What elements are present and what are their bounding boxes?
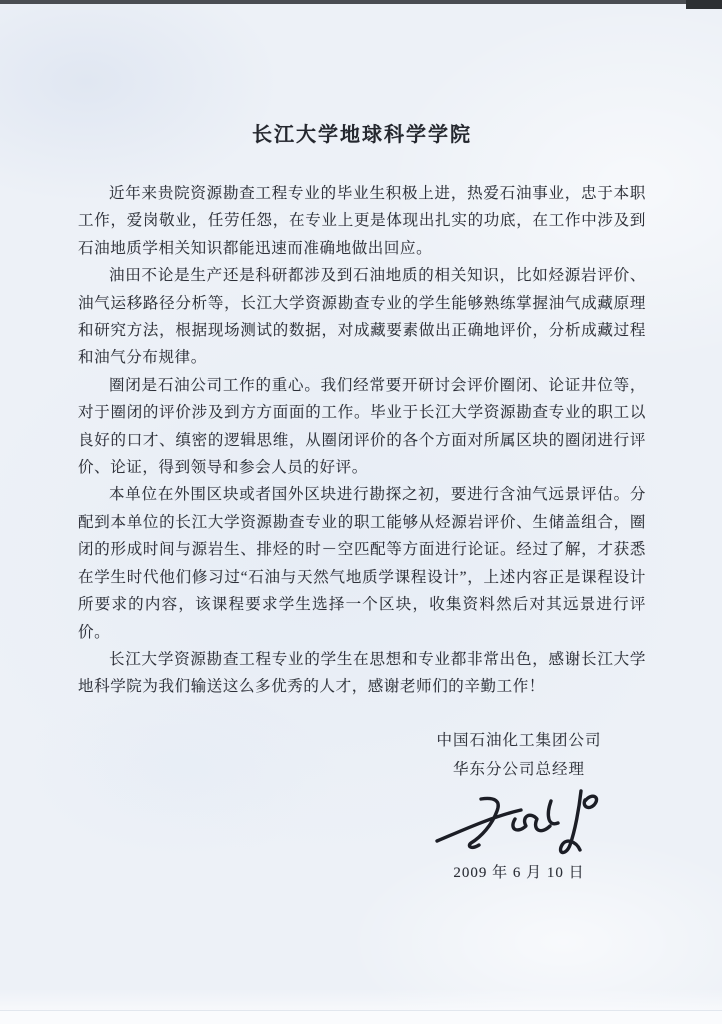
body-paragraph-3: 圈闭是石油公司工作的重心。我们经常要开研讨会评价圈闭、论证井位等，对于圈闭的评价涉及到方方面面的工作。毕业于长江大学资源勘查专业的职工以良好的口才、缜密的逻辑思维，从圈闭评价的各个方面对所属区块的圈闭进行评价、论证，得到领导和参会人员的好评。	[78, 376, 646, 477]
body-paragraph-4: 本单位在外围区块或者国外区块进行勘探之初，要进行含油气远景评估。分配到本单位的长江大学资源勘查专业的职工能够从烃源岩评价、生储盖组合，圈闭的形成时间与源岩生、排烃的时－空匹配等方面进行论证。经过了解，才获悉在学生时代他们修习过“石油与天然气地质学课程设计”，上述内容正是课程设计所要求的内容，该课程要求学生选择一个区块，收集资料然后对其远景进行评价。	[78, 486, 646, 641]
body-paragraph-5: 长江大学资源勘查工程专业的学生在思想和专业都非常出色，感谢长江大学地科学院为我们输送这么多优秀的人才，感谢老师们的辛勤工作！	[78, 650, 646, 696]
signature-date: 2009 年 6 月 10 日	[453, 864, 585, 881]
signature-role: 华东分公司总经理	[452, 760, 585, 778]
scan-artifact-bottom-strip	[0, 1010, 722, 1024]
signature-block	[378, 727, 660, 882]
letter-body	[78, 180, 646, 701]
signature-company: 中国石油化工集团公司	[436, 731, 602, 749]
body-paragraph-2: 油田不论是生产还是科研都涉及到石油地质的相关知识，比如烃源岩评价、油气运移路径分析等，长江大学资源勘查专业的学生能够熟练掌握油气成藏原理和研究方法，根据现场测试的数据，对成藏要素做出正确地评价，分析成藏过程和油气分布规律。	[78, 267, 646, 367]
handwritten-signature-icon	[429, 783, 609, 863]
page-title: 长江大学地球科学学院	[252, 124, 472, 146]
scan-artifact-corner-mark	[686, 0, 722, 9]
body-paragraph-1: 近年来贵院资源勘查工程专业的毕业生积极上进，热爱石油事业，忠于本职工作，爱岗敬业，任劳任怨，在专业上更是体现出扎实的功底，在工作中涉及到石油地质学相关知识都能迅速而准确地做出回应。	[78, 185, 646, 257]
letter-content	[78, 118, 646, 882]
scan-artifact-bottom-fade	[0, 989, 722, 1011]
scan-artifact-top-bar	[0, 0, 722, 4]
